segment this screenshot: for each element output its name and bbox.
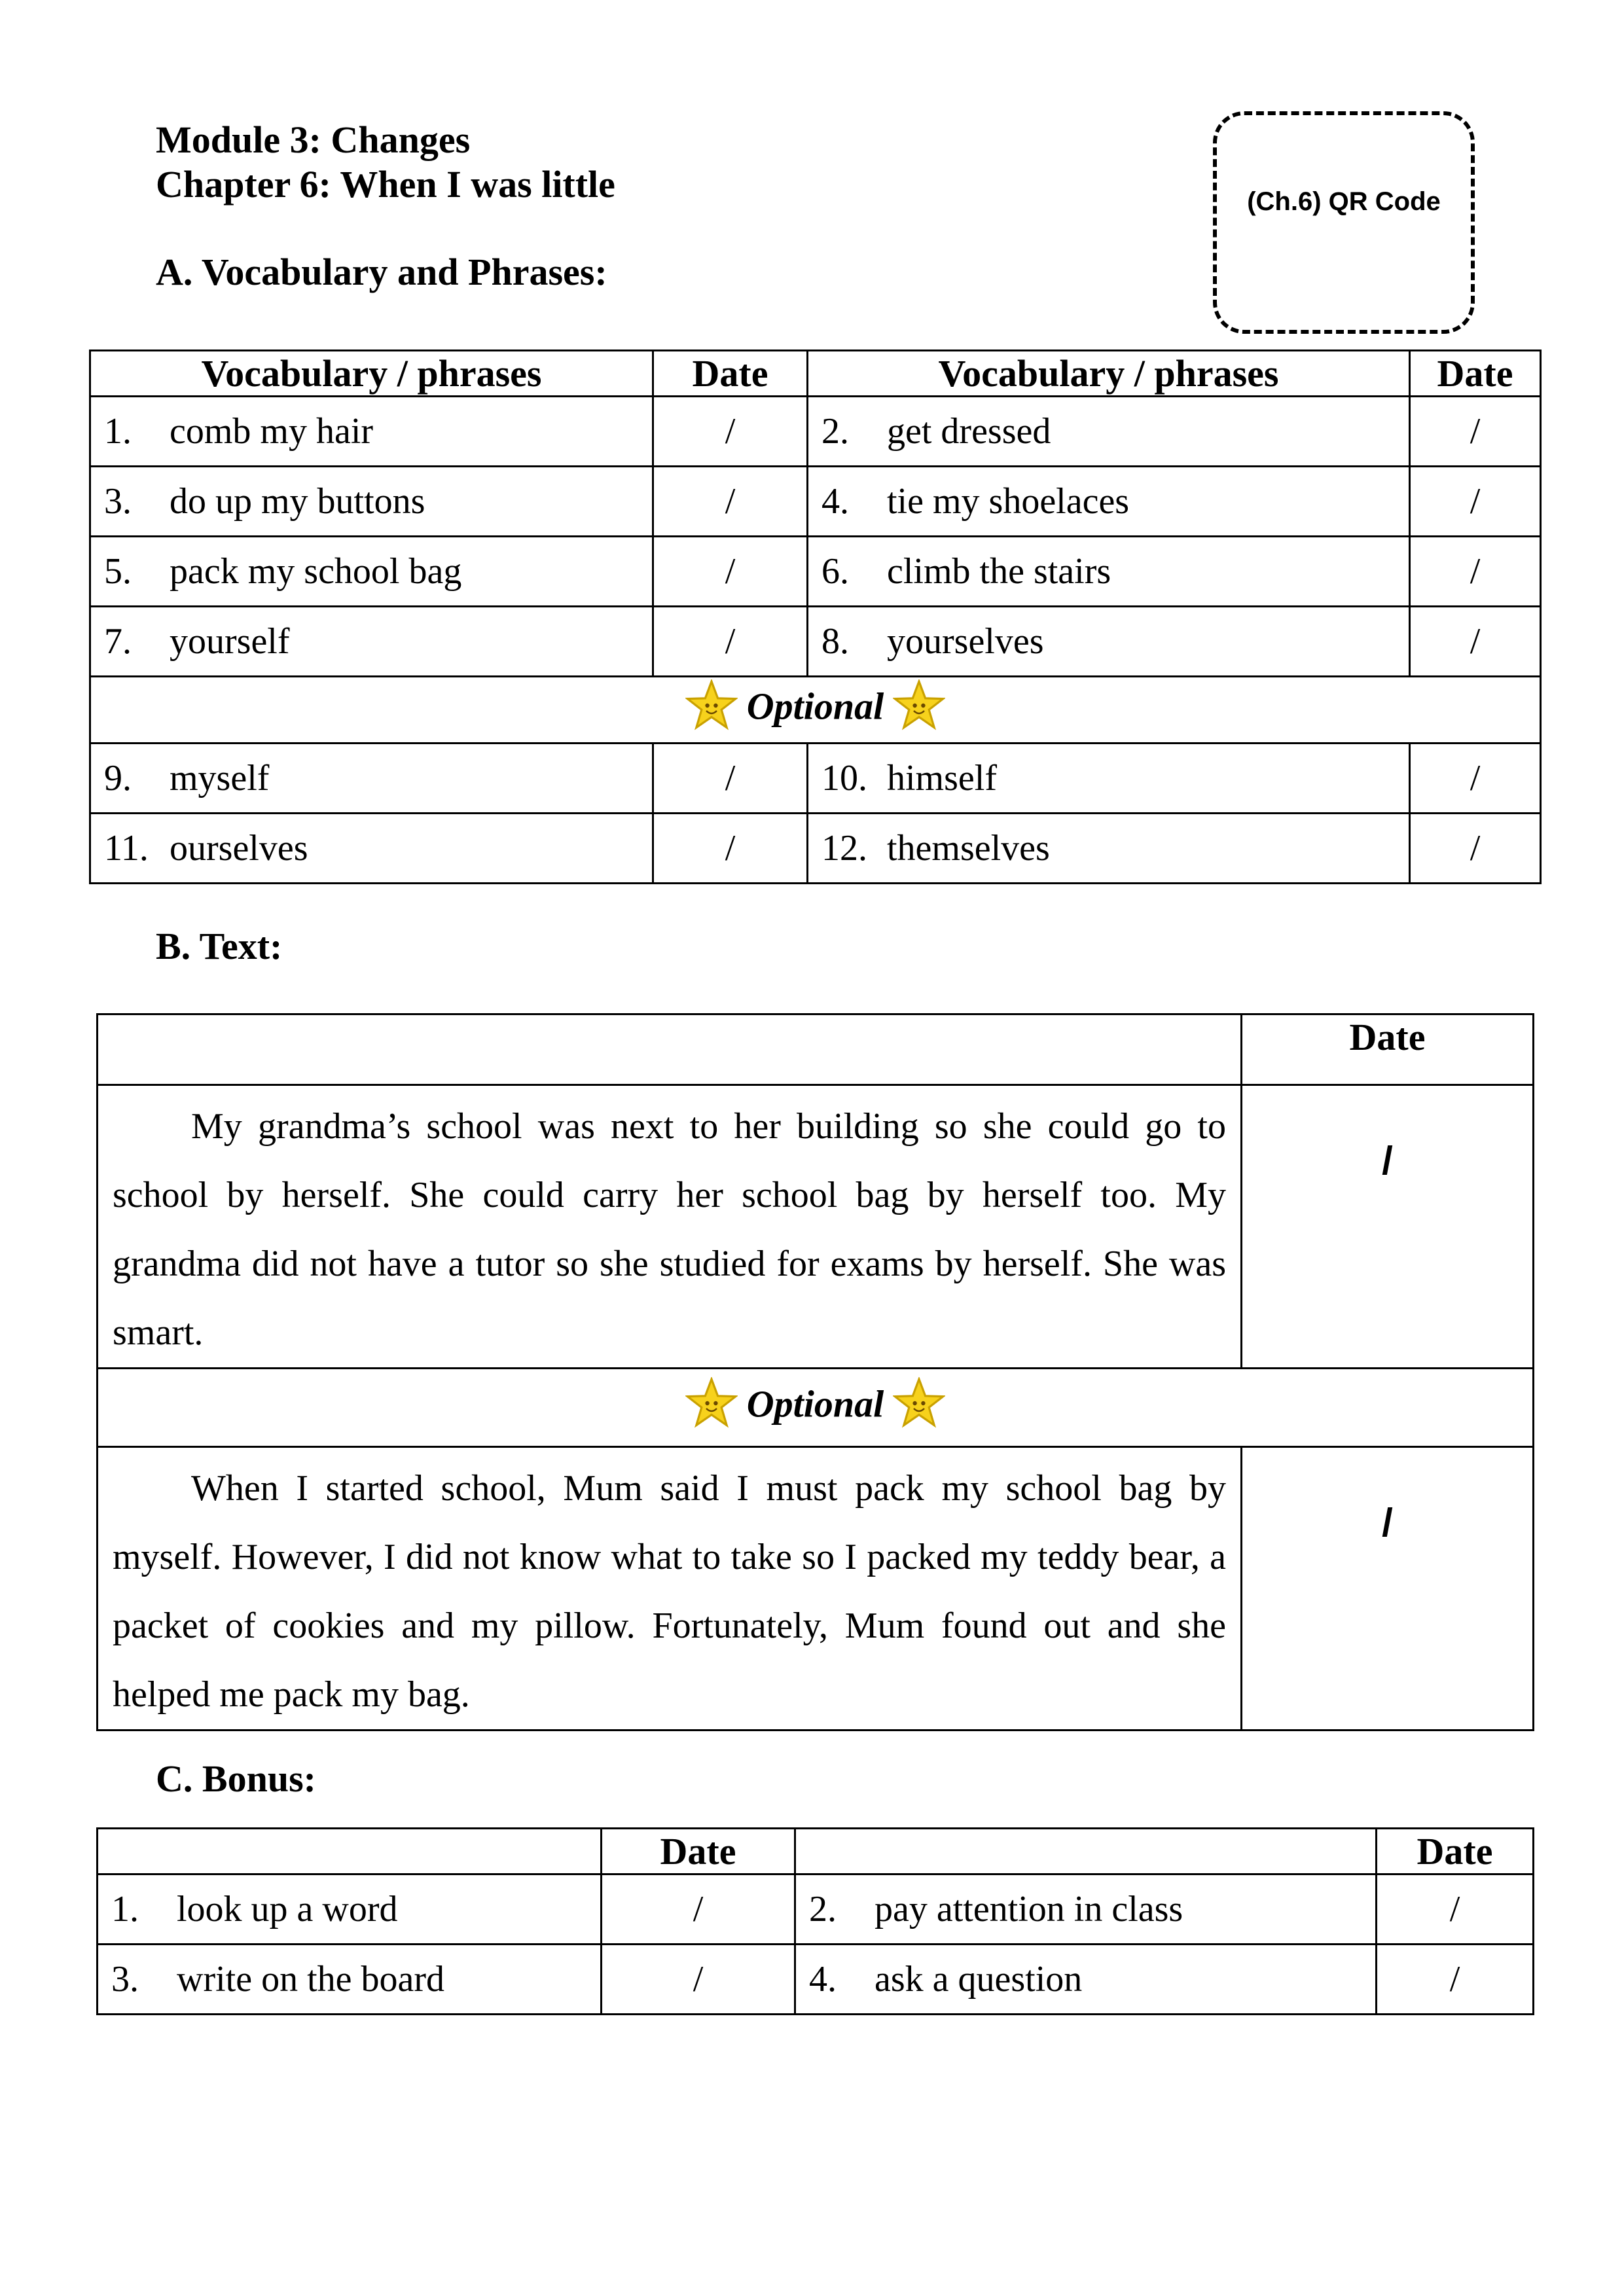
date-header: Date <box>602 1829 795 1874</box>
table-row <box>90 744 1541 814</box>
table-row <box>98 1945 1534 2015</box>
optional-row <box>98 1369 1534 1447</box>
date-header: Date <box>1242 1014 1534 1085</box>
table-row <box>90 467 1541 537</box>
star-icon <box>893 679 945 741</box>
date-header: Date <box>1377 1829 1534 1874</box>
vocab-item: 6. climb the stairs <box>808 537 1410 607</box>
date-cell: / <box>1410 397 1541 467</box>
vocab-item: 2. get dressed <box>808 397 1410 467</box>
date-cell: / <box>653 537 808 607</box>
chapter-title: Chapter 6: When I was little <box>156 163 615 206</box>
bonus-item: 4. ask a question <box>795 1945 1377 2015</box>
star-icon <box>685 679 738 741</box>
qr-code-placeholder <box>1213 111 1475 334</box>
vocab-item: 10. himself <box>808 744 1410 814</box>
bonus-table <box>96 1827 1534 2015</box>
optional-label: Optional <box>746 1382 884 1425</box>
star-icon <box>685 1377 738 1439</box>
reading-passage: When I started school, Mum said I must pack my school bag by myself. However, I did not know what to take so I packed my teddy bear, a packet of cookies and my pillow. Fortunately, Mum found out and she helped me pack my bag. <box>98 1447 1242 1731</box>
date-cell: / <box>1242 1447 1534 1731</box>
vocab-header: Vocabulary / phrases <box>808 351 1410 397</box>
date-cell: / <box>1377 1874 1534 1945</box>
date-header: Date <box>1410 351 1541 397</box>
vocab-item: 1. comb my hair <box>90 397 653 467</box>
date-cell: / <box>653 467 808 537</box>
section-b-title: B. Text: <box>156 925 283 967</box>
reading-passage: My grandma’s school was next to her building so she could go to school by herself. She could carry her school bag by herself too. My grandma did not have a tutor so she studied for exams by herself. She was smart. <box>98 1085 1242 1369</box>
date-cell: / <box>653 397 808 467</box>
star-icon <box>893 1377 945 1439</box>
vocab-item: 12. themselves <box>808 814 1410 884</box>
bonus-item: 2. pay attention in class <box>795 1874 1377 1945</box>
bonus-item: 3. write on the board <box>98 1945 602 2015</box>
date-cell: / <box>602 1945 795 2015</box>
date-cell: / <box>653 814 808 884</box>
table-row <box>90 814 1541 884</box>
vocab-item: 5. pack my school bag <box>90 537 653 607</box>
date-cell: / <box>1410 607 1541 677</box>
date-cell: / <box>1242 1085 1534 1369</box>
vocab-header: Vocabulary / phrases <box>90 351 653 397</box>
qr-code-label: (Ch.6) QR Code <box>1247 187 1441 216</box>
date-cell: / <box>602 1874 795 1945</box>
vocabulary-table <box>89 350 1542 884</box>
bonus-item: 1. look up a word <box>98 1874 602 1945</box>
date-cell: / <box>1377 1945 1534 2015</box>
section-c-title: C. Bonus: <box>156 1757 316 1800</box>
optional-label: Optional <box>746 684 884 727</box>
vocab-item: 7. yourself <box>90 607 653 677</box>
date-cell: / <box>653 744 808 814</box>
vocab-item: 8. yourselves <box>808 607 1410 677</box>
date-cell: / <box>1410 744 1541 814</box>
table-row <box>90 607 1541 677</box>
optional-row <box>90 677 1541 744</box>
date-cell: / <box>1410 814 1541 884</box>
module-title: Module 3: Changes <box>156 118 471 161</box>
table-row <box>90 537 1541 607</box>
table-row <box>90 397 1541 467</box>
vocab-item: 4. tie my shoelaces <box>808 467 1410 537</box>
section-a-title: A. Vocabulary and Phrases: <box>156 251 607 293</box>
date-cell: / <box>1410 537 1541 607</box>
date-cell: / <box>1410 467 1541 537</box>
vocab-item: 9. myself <box>90 744 653 814</box>
date-header: Date <box>653 351 808 397</box>
vocab-item: 3. do up my buttons <box>90 467 653 537</box>
table-row <box>98 1874 1534 1945</box>
text-table <box>96 1013 1534 1731</box>
date-cell: / <box>653 607 808 677</box>
vocab-item: 11. ourselves <box>90 814 653 884</box>
